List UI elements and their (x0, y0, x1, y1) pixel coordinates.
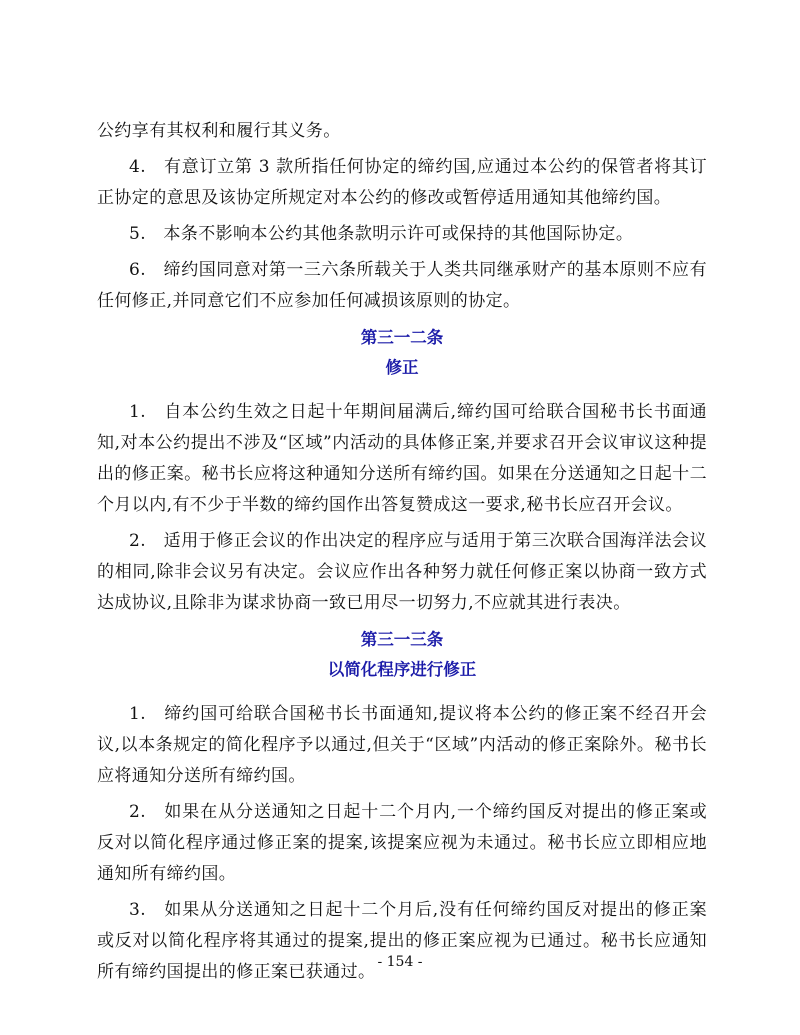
article-313-paragraph-3: 3. 如果从分送通知之日起十二个月后,没有任何缔约国反对提出的修正案或反对以简化程序将其通过的提案,提出的修正案应视为已通过。秘书长应通知所有缔约国提出的修正案已获通过。 (97, 900, 707, 982)
article-312-title: 修正 (385, 358, 419, 377)
article-312-paragraph-1: 1. 自本公约生效之日起十年期间届满后,缔约国可给联合国秘书长书面通知,对本公约提出不涉及“区域”内活动的具体修正案,并要求召开会议审议这种提出的修正案。秘书长应将这种通知分送所有缔约国。如果在分送通知之日起十二个月以内,有不少于半数的缔约国作出答复赞成这一要求,秘书长应召开会议。 (97, 402, 707, 515)
article-313-number: 第三一三条 (360, 630, 444, 649)
article-312-number: 第三一二条 (360, 328, 444, 347)
article-313-paragraph-1: 1. 缔约国可给联合国秘书长书面通知,提议将本公约的修正案不经召开会议,以本条规定的简化程序予以通过,但关于“区域”内活动的修正案除外。秘书长应将通知分送所有缔约国。 (97, 704, 707, 786)
paragraph-6: 6. 缔约国同意对第一三六条所载关于人类共同继承财产的基本原则不应有任何修正,并同意它们不应参加任何减损该原则的协定。 (97, 260, 707, 311)
continued-paragraph: 公约享有其权利和履行其义务。 (97, 121, 341, 141)
paragraph-4: 4. 有意订立第 3 款所指任何协定的缔约国,应通过本公约的保管者将其订正协定的意思及该协定所规定对本公约的修改或暂停适用通知其他缔约国。 (97, 157, 707, 208)
document-body (97, 116, 707, 993)
article-312-paragraph-2: 2. 适用于修正会议的作出决定的程序应与适用于第三次联合国海洋法会议的相同,除非会议另有决定。会议应作出各种努力就任何修正案以协商一致方式达成协议,且除非为谋求协商一致已用尽一切努力,不应就其进行表决。 (97, 531, 707, 613)
article-313-paragraph-2: 2. 如果在从分送通知之日起十二个月内,一个缔约国反对提出的修正案或反对以简化程序通过修正案的提案,该提案应视为未通过。秘书长应立即相应地通知所有缔约国。 (97, 802, 707, 884)
paragraph-5: 5. 本条不影响本公约其他条款明示许可或保持的其他国际协定。 (129, 224, 634, 244)
article-313-title: 以简化程序进行修正 (327, 660, 477, 679)
page-number: - 154 - (377, 954, 423, 970)
